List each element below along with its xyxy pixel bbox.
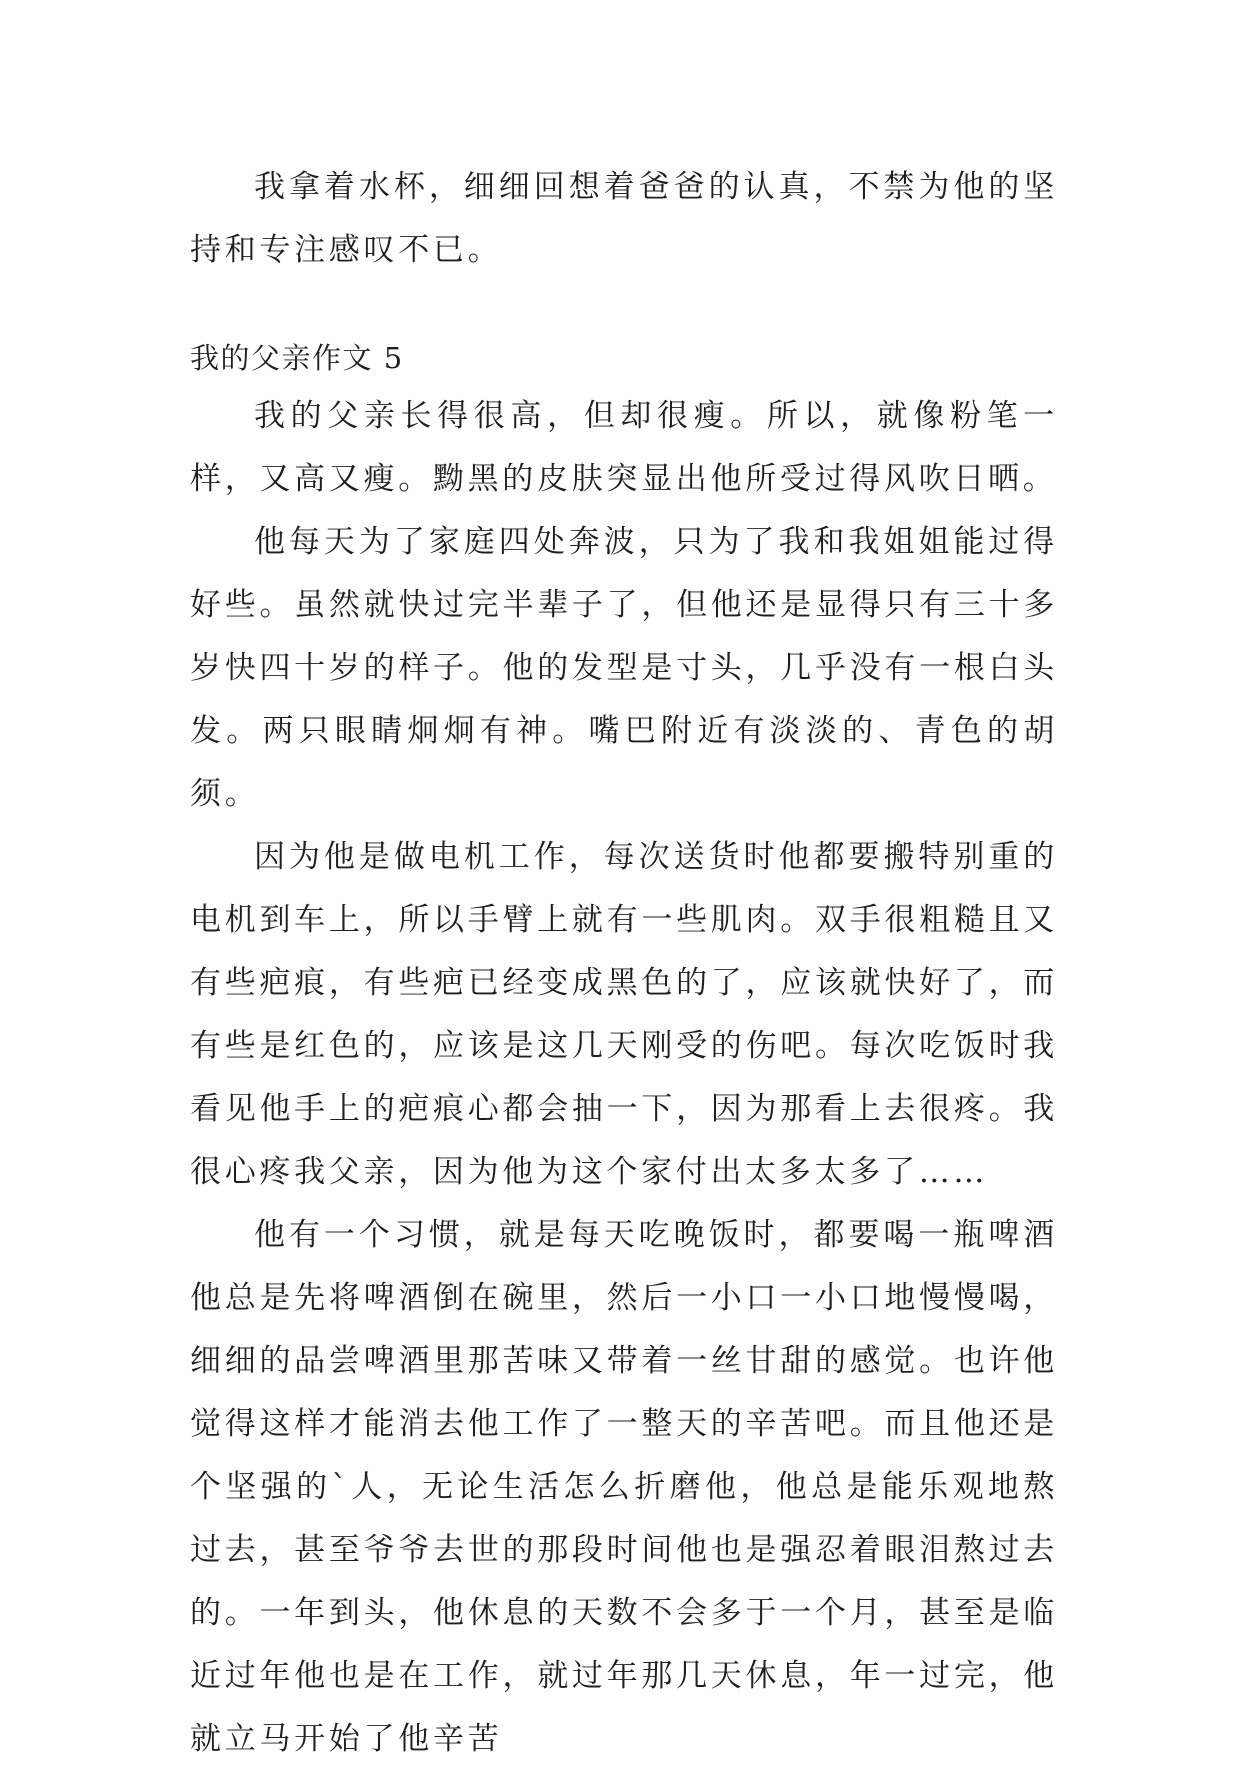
essay-paragraph: 我的父亲长得很高，但却很瘦。所以，就像粉笔一样，又高又瘦。黝黑的皮肤突显出他所受过得风吹日晒。 [190, 398, 1058, 497]
essay-paragraph: 因为他是做电机工作，每次送货时他都要搬特别重的电机到车上，所以手臂上就有一些肌肉。双手很粗糙且又有些疤痕，有些疤已经变成黑色的了，应该就快好了，而有些是红色的，应该是这几天刚受的伤吧。每次吃饭时我看见他手上的疤痕心都会抽一下，因为那看上去很疼。我很心疼我父亲，因为他为这个家付出太多太多了…… [190, 839, 1058, 1190]
intro-paragraph-block [190, 156, 1058, 282]
essay-body [190, 385, 1058, 1771]
intro-paragraph: 我拿着水杯，细细回想着爸爸的认真，不禁为他的坚持和专注感叹不已。 [190, 169, 1058, 268]
essay-paragraph: 他有一个习惯，就是每天吃晚饭时，都要喝一瓶啤酒他总是先将啤酒倒在碗里，然后一小口一小口地慢慢喝，细细的品尝啤酒里那苦味又带着一丝甘甜的感觉。也许他觉得这样才能消去他工作了一整天的辛苦吧。而且他还是个坚强的`人，无论生活怎么折磨他，他总是能乐观地熬过去，甚至爷爷去世的那段时间他也是强忍着眼泪熬过去的。一年到头，他休息的天数不会多于一个月，甚至是临近过年他也是在工作，就过年那几天休息，年一过完，他就立马开始了他辛苦 [190, 1217, 1058, 1757]
essay-paragraph: 他每天为了家庭四处奔波，只为了我和我姐姐能过得好些。虽然就快过完半辈子了，但他还是显得只有三十多岁快四十岁的样子。他的发型是寸头，几乎没有一根白头发。两只眼睛炯炯有神。嘴巴附近有淡淡的、青色的胡须。 [190, 524, 1058, 812]
section-title: 我的父亲作文 5 [190, 341, 404, 375]
